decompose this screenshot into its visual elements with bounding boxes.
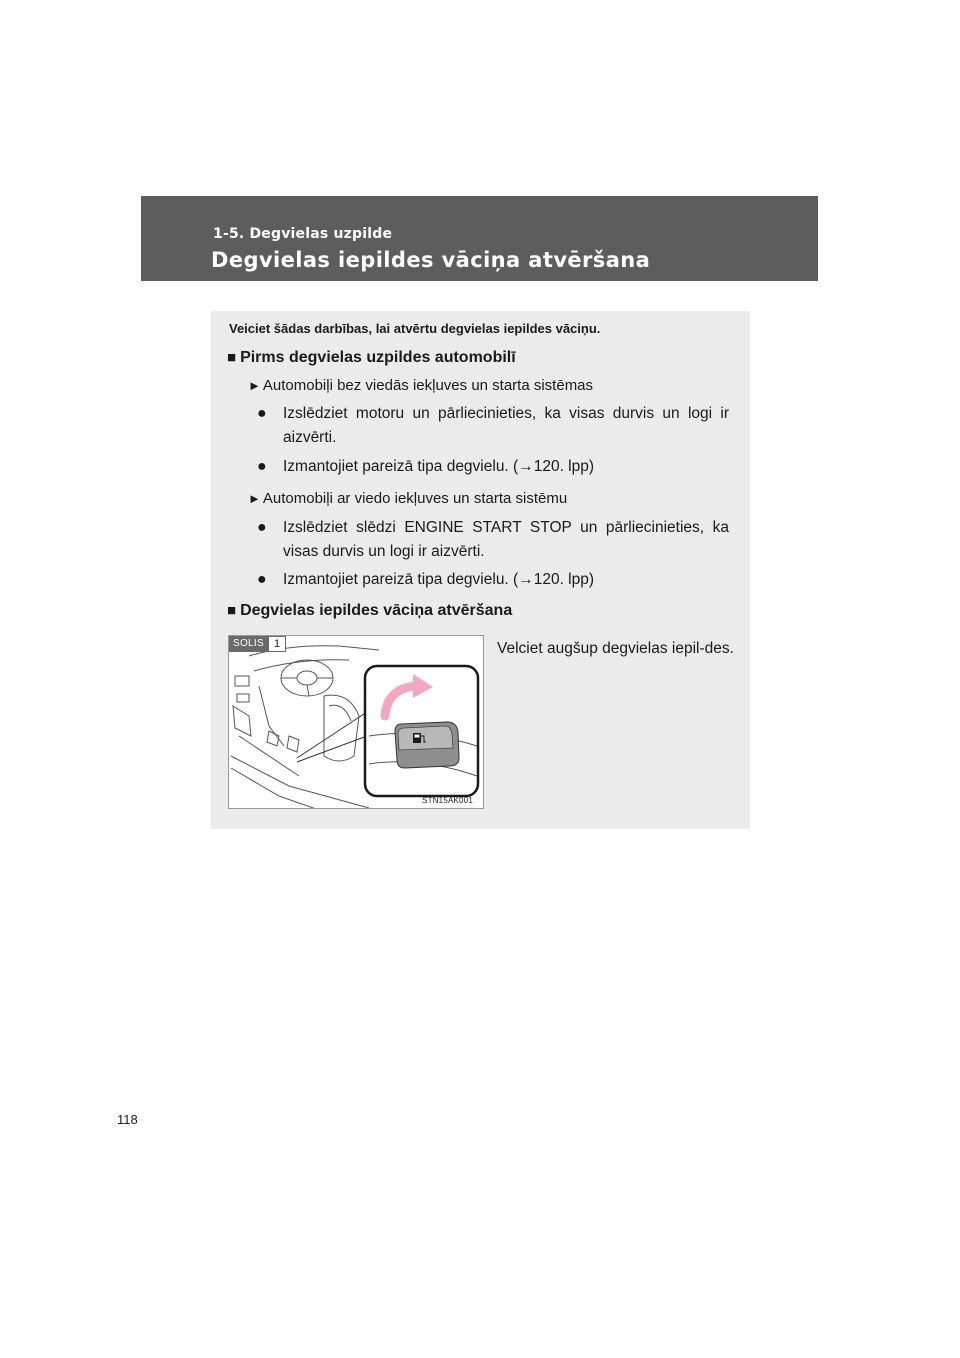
round-bullet-icon: ● — [257, 405, 267, 422]
step-instruction: Velciet augšup degvielas iepil-des. — [497, 640, 734, 657]
square-bullet-icon: ■ — [227, 602, 237, 619]
car-interior-drawing — [229, 636, 484, 809]
condition-label-text: Automobiļi bez viedās iekļuves un starta sistēmas — [262, 377, 594, 394]
bullet-text: Izmantojiet pareizā tipa degvielu. (→120. lpp) — [283, 458, 595, 475]
section-label: 1-5. Degvielas uzpilde — [213, 226, 393, 242]
figure-code: STN15AK001 — [422, 796, 473, 805]
bullet-text: Izslēdziet slēdzi ENGINE START STOP un pārliecinieties, ka visas durvis un logi ir aizvērti. — [283, 519, 729, 560]
round-bullet-icon: ● — [257, 571, 267, 588]
opening-heading — [227, 602, 512, 620]
before-refuel-heading — [227, 349, 516, 367]
bullet-item — [259, 402, 729, 450]
opening-heading-text: Degvielas iepildes vāciņa atvēršana — [240, 602, 513, 619]
step-badge-number: 1 — [268, 636, 286, 652]
condition-label — [248, 377, 593, 394]
bullet-item — [259, 516, 729, 564]
step-badge-word: SOLIS — [229, 636, 268, 652]
round-bullet-icon: ● — [257, 458, 267, 475]
triangle-pointer-icon: ► — [248, 491, 261, 506]
condition-label — [248, 490, 567, 507]
round-bullet-icon: ● — [257, 519, 267, 536]
intro-text: Veiciet šādas darbības, lai atvērtu degvielas iepildes vāciņu. — [229, 321, 601, 336]
condition-label-text: Automobiļi ar viedo iekļuves un starta sistēmu — [262, 490, 568, 507]
content-box — [211, 311, 750, 829]
step-badge — [229, 636, 286, 652]
bullet-text: Izslēdziet motoru un pārliecinieties, ka visas durvis un logi ir aizvērti. — [283, 405, 729, 446]
bullet-text: Izmantojiet pareizā tipa degvielu. (→120. lpp) — [283, 571, 595, 588]
before-refuel-heading-text: Pirms degvielas uzpildes automobilī — [240, 349, 516, 366]
section-header-bar — [141, 196, 818, 281]
page-title: Degvielas iepildes vāciņa atvēršana — [211, 248, 651, 272]
bullet-item — [259, 568, 729, 592]
square-bullet-icon: ■ — [227, 349, 237, 366]
page-number: 118 — [117, 1112, 138, 1127]
bullet-item — [259, 455, 729, 479]
triangle-pointer-icon: ► — [248, 378, 261, 393]
step-illustration — [228, 635, 484, 809]
